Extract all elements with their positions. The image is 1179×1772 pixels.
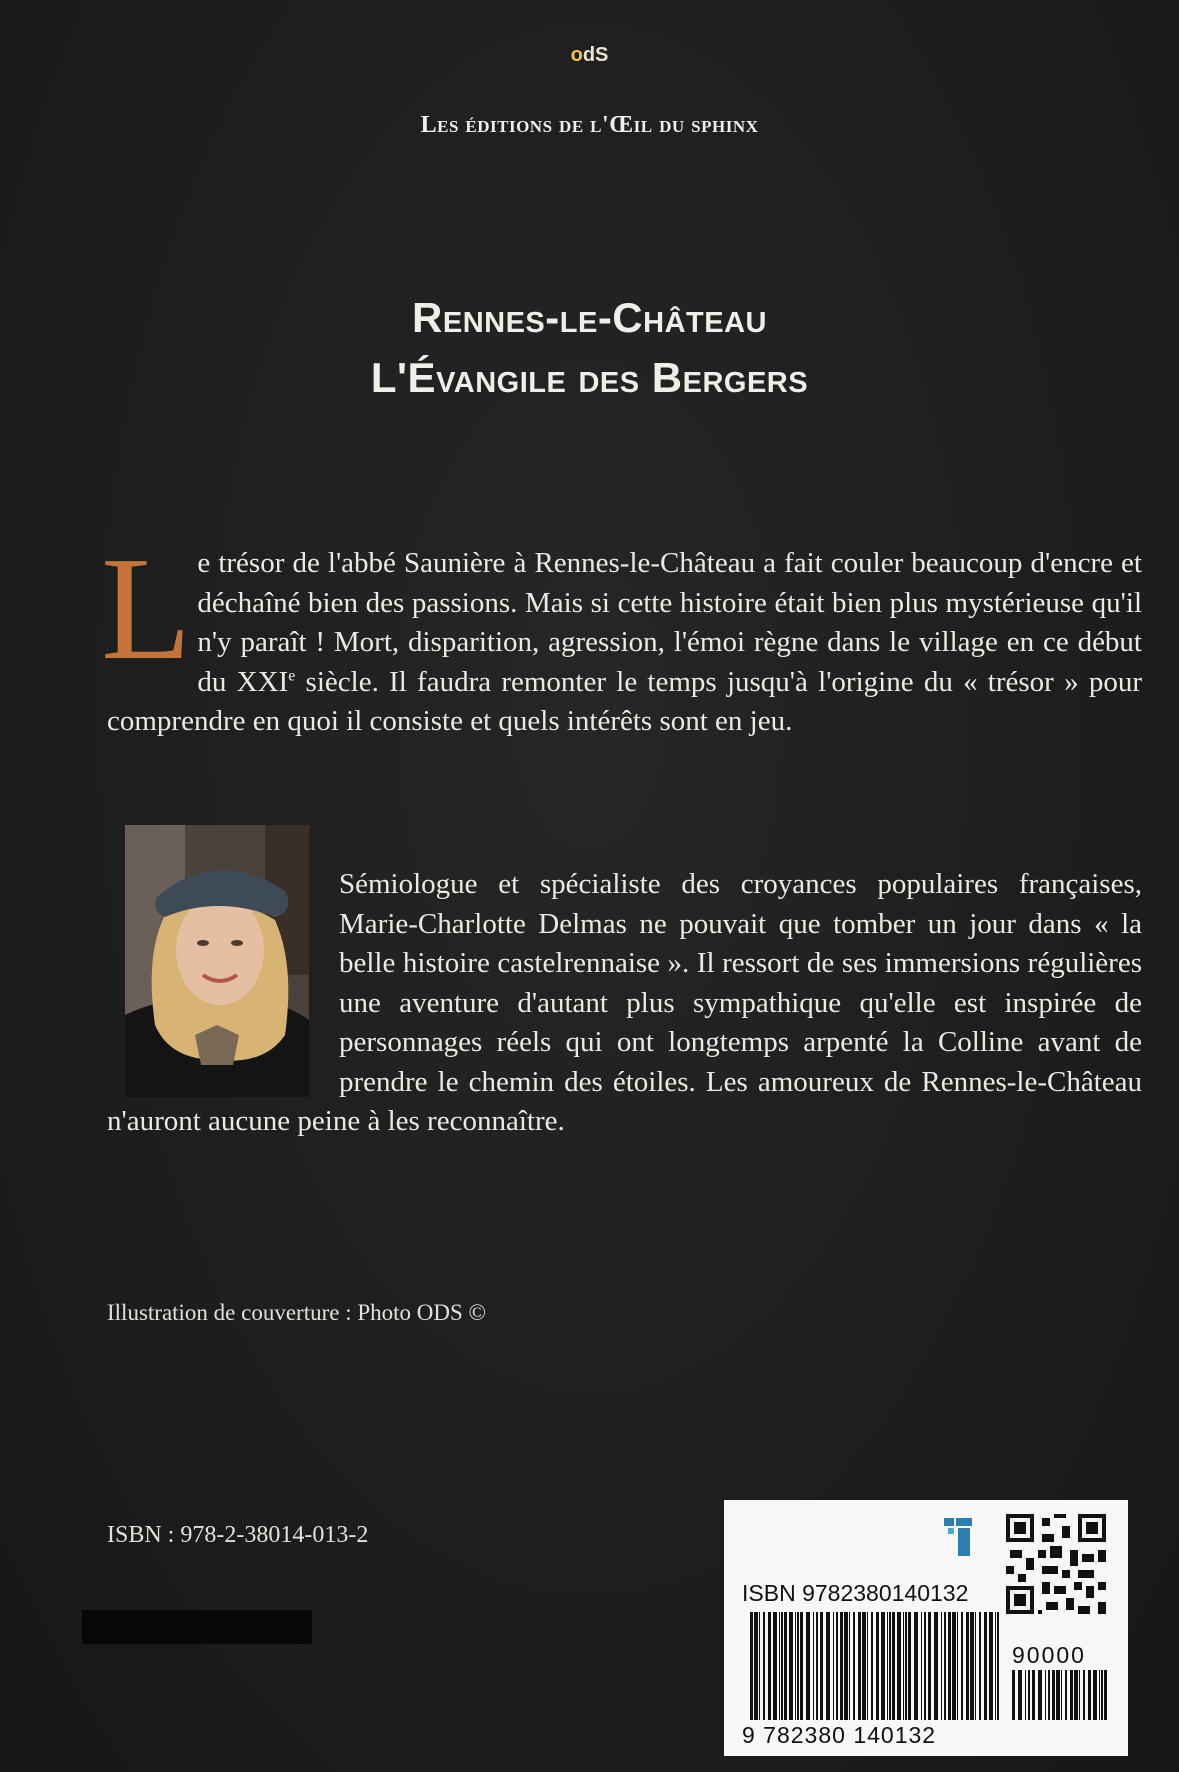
- barcode-bar: [924, 1612, 926, 1720]
- title-line-2: L'Évangile des Bergers: [370, 354, 809, 401]
- barcode-bar: [892, 1612, 895, 1720]
- barcode-bar: [1056, 1670, 1060, 1720]
- barcode-bar: [970, 1612, 974, 1720]
- barcode-bar: [853, 1612, 855, 1720]
- barcode-bar: [867, 1612, 868, 1720]
- barcode-bar: [876, 1612, 879, 1720]
- barcode-bar: [763, 1612, 765, 1720]
- barcode-panel: [724, 1500, 1128, 1756]
- barcode-bar: [773, 1612, 777, 1720]
- barcode-bar: [1018, 1670, 1022, 1720]
- title-line-1: Rennes-le-Château: [412, 294, 767, 341]
- barcode-bar: [897, 1612, 901, 1720]
- author-photo: [125, 825, 309, 1097]
- barcode-bar: [989, 1612, 993, 1720]
- barcode-bar: [862, 1612, 866, 1720]
- barcode-bar: [997, 1612, 999, 1720]
- barcode-bar: [941, 1612, 942, 1720]
- blurb-text-end: siècle. Il faudra remonter le temps jusqu'à l'origine du « trésor » pour comprendre en quoi il consiste et quels intérêts sont en jeu.: [107, 665, 1142, 737]
- isbn-text: ISBN : 978-2-38014-013-2: [107, 1522, 369, 1548]
- author-portrait-image: [125, 825, 309, 1097]
- barcode-bar: [781, 1612, 783, 1720]
- barcode-price-code: 90000: [1012, 1642, 1086, 1668]
- barcode-isbn-label: ISBN 9782380140132: [742, 1580, 969, 1606]
- barcode-bar: [1074, 1670, 1078, 1720]
- barcode-bar: [995, 1612, 996, 1720]
- blurb-superscript: e: [288, 666, 296, 684]
- barcode-bar: [1061, 1670, 1062, 1720]
- barcode-bar: [836, 1612, 838, 1720]
- drop-cap: L: [101, 527, 192, 691]
- author-bio-paragraph: [107, 865, 1142, 1142]
- barcode-bar: [820, 1612, 823, 1720]
- barcode-bar: [1048, 1670, 1050, 1720]
- barcode-bar: [903, 1612, 904, 1720]
- barcode-bar: [813, 1612, 814, 1720]
- barcode-bar: [840, 1612, 843, 1720]
- barcode-bar: [806, 1612, 810, 1720]
- distributor-logo-icon: [944, 1514, 984, 1558]
- blurb-text: e trésor de l'abbé Saunière à Rennes-le-Château a fait couler beaucoup d'encre et déchaîné bien des passions. Mais si cette histoire était bien plus mystérieuse qu'il n'y paraît ! Mort, disparition, agression, l'émoi règne dans le village en ce début du XXI: [197, 547, 1142, 698]
- barcode-bar: [1070, 1670, 1073, 1720]
- book-title: [0, 288, 1179, 408]
- ean-barcode: [750, 1612, 1000, 1720]
- barcode-bar: [858, 1612, 861, 1720]
- barcode-bar: [881, 1612, 885, 1720]
- barcode-bar: [779, 1612, 780, 1720]
- barcode-bar: [887, 1612, 888, 1720]
- logo-o: o: [570, 44, 583, 66]
- barcode-bar: [1038, 1670, 1042, 1720]
- blurb-paragraph: [101, 527, 1142, 742]
- publisher-name: Les éditions de l'Œil du sphinx: [420, 112, 759, 138]
- barcode-bar: [1101, 1670, 1103, 1720]
- barcode-bar: [1083, 1670, 1085, 1720]
- barcode-bar: [1088, 1670, 1091, 1720]
- cover-credit: Illustration de couverture : Photo ODS ©: [107, 1300, 487, 1325]
- barcode-bar: [1079, 1670, 1080, 1720]
- barcode-bar: [759, 1612, 760, 1720]
- barcode-bar: [961, 1612, 963, 1720]
- redacted-price-block: [82, 1610, 312, 1644]
- qr-code-icon: [1002, 1510, 1110, 1618]
- barcode-bar: [1012, 1670, 1015, 1720]
- barcode-bar: [1093, 1670, 1097, 1720]
- barcode-bar: [889, 1612, 891, 1720]
- barcode-bar: [754, 1612, 758, 1720]
- barcode-bar: [768, 1612, 771, 1720]
- barcode-bar: [849, 1612, 850, 1720]
- barcode-bar: [871, 1612, 873, 1720]
- barcode-bar: [905, 1612, 907, 1720]
- barcode-number: 9 782380 140132: [742, 1722, 937, 1748]
- barcode-bar: [966, 1612, 969, 1720]
- barcode-bar: [789, 1612, 793, 1720]
- barcode-bar: [1065, 1670, 1067, 1720]
- barcode-bar: [1099, 1670, 1100, 1720]
- addon-barcode: [1012, 1670, 1108, 1720]
- barcode-bar: [1028, 1670, 1030, 1720]
- barcode-bar: [948, 1612, 951, 1720]
- barcode-bar: [797, 1612, 799, 1720]
- barcode-bar: [979, 1612, 981, 1720]
- barcode-bar: [1032, 1670, 1035, 1720]
- barcode-bar: [795, 1612, 796, 1720]
- barcode-bar: [975, 1612, 976, 1720]
- barcode-bar: [750, 1612, 753, 1720]
- barcode-bar: [928, 1612, 931, 1720]
- barcode-bar: [914, 1612, 918, 1720]
- barcode-bar: [784, 1612, 787, 1720]
- barcode-bar: [921, 1612, 922, 1720]
- author-bio-text: Sémiologue et spécialiste des croyances populaires françaises, Marie-Charlotte Delmas ne pouvait que tomber un jour dans « la belle histoire castelrennaise ». Il ressort de ses immersions régulières une aventure d'autant plus sympathique qu'elle est inspirée de personnages réels qui ont longtemps arpenté la Colline avant de prendre le chemin des étoiles. Les amoureux de Rennes-le-Château n'auront aucune peine à les reconnaître.: [107, 868, 1142, 1137]
- barcode-bar: [952, 1612, 956, 1720]
- barcode-bar: [1052, 1670, 1055, 1720]
- barcode-bar: [944, 1612, 946, 1720]
- barcode-bar: [800, 1612, 803, 1720]
- barcode-bar: [833, 1612, 834, 1720]
- barcode-bar: [934, 1612, 938, 1720]
- barcode-bar: [816, 1612, 818, 1720]
- publisher-logo: [0, 44, 1179, 67]
- logo-ds: dS: [582, 44, 609, 66]
- barcode-bar: [908, 1612, 911, 1720]
- barcode-bar: [844, 1612, 848, 1720]
- barcode-bar: [1025, 1670, 1026, 1720]
- barcode-bar: [984, 1612, 987, 1720]
- barcode-bar: [957, 1612, 958, 1720]
- barcode-bar: [1104, 1670, 1107, 1720]
- barcode-bar: [826, 1612, 830, 1720]
- barcode-bar: [1045, 1670, 1046, 1720]
